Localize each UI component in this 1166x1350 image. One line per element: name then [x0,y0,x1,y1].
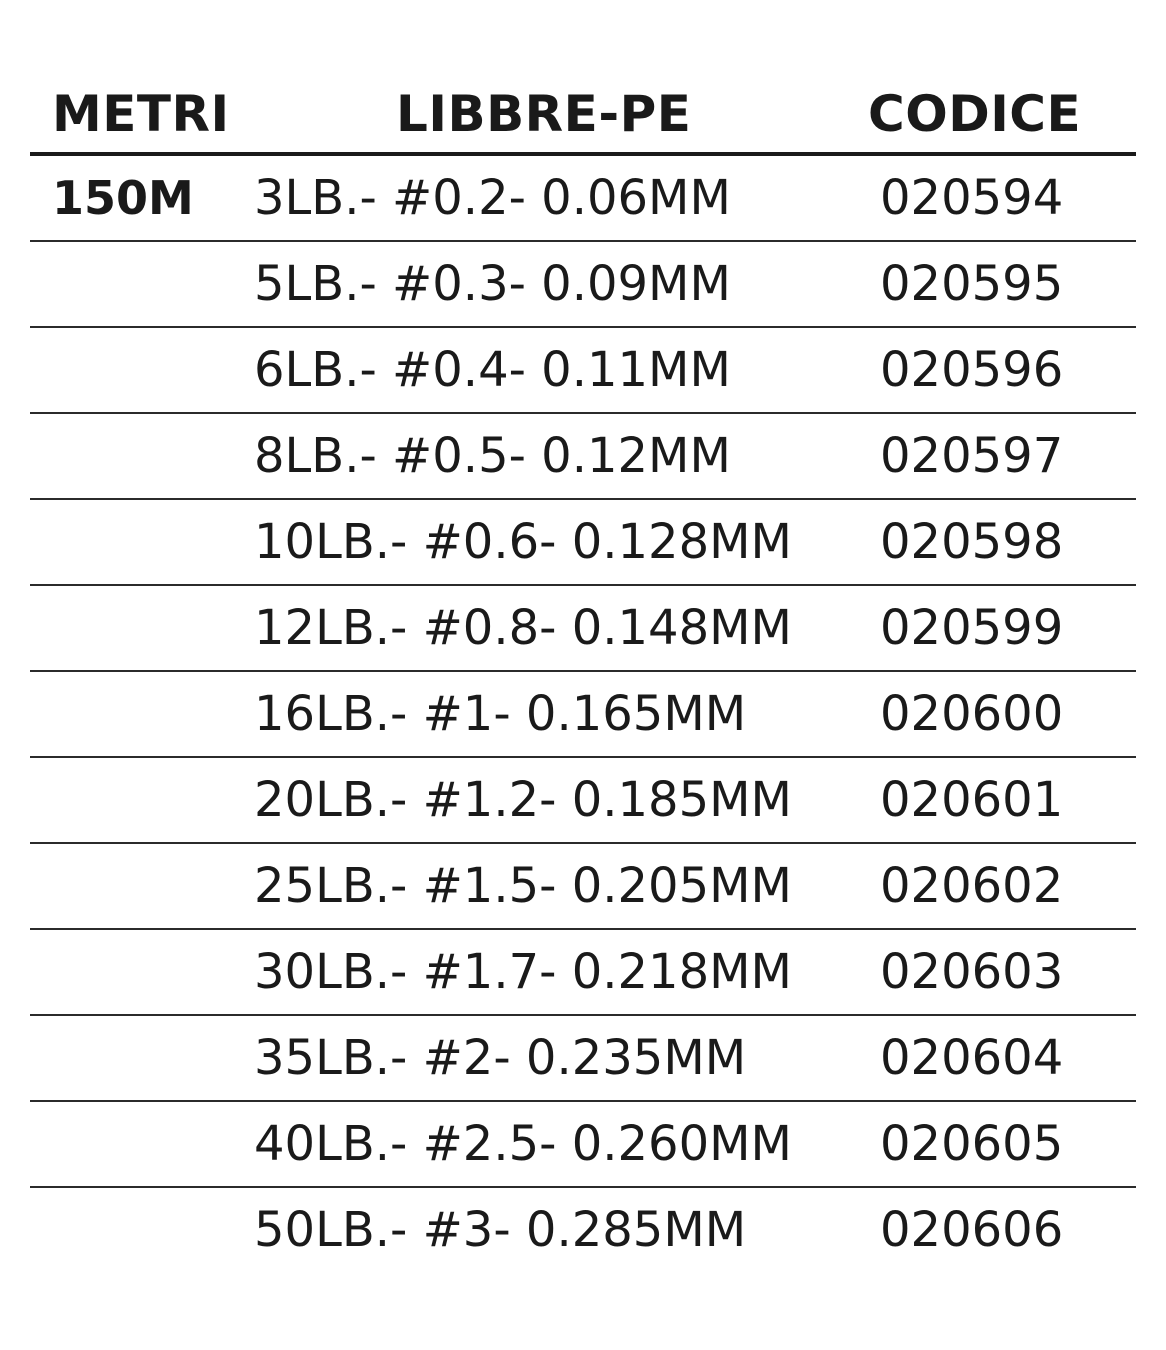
cell-spec: 5LB.- #0.3- 0.09MM [254,256,731,312]
cell-spec: 6LB.- #0.4- 0.11MM [254,342,731,398]
cell-spec: 35LB.- #2- 0.235MM [254,1030,747,1086]
cell-metri: 150M [52,171,194,225]
cell-spec: 50LB.- #3- 0.285MM [254,1202,747,1258]
header-metri: METRI [52,85,230,143]
cell-code: 020601 [880,772,1064,828]
table-row [30,328,1136,414]
cell-code: 020598 [880,514,1064,570]
cell-spec: 40LB.- #2.5- 0.260MM [254,1116,792,1172]
table-row [30,500,1136,586]
table-row [30,672,1136,758]
cell-spec: 30LB.- #1.7- 0.218MM [254,944,792,1000]
cell-code: 020604 [880,1030,1064,1086]
cell-spec: 8LB.- #0.5- 0.12MM [254,428,731,484]
cell-spec: 10LB.- #0.6- 0.128MM [254,514,792,570]
table-row [30,1016,1136,1102]
cell-spec: 20LB.- #1.2- 0.185MM [254,772,792,828]
cell-code: 020605 [880,1116,1064,1172]
product-table [30,72,1136,1274]
table-row [30,242,1136,328]
cell-spec: 25LB.- #1.5- 0.205MM [254,858,792,914]
table-row [30,1188,1136,1274]
table-row [30,414,1136,500]
cell-code: 020595 [880,256,1064,312]
table-row [30,156,1136,242]
table-row [30,586,1136,672]
cell-code: 020594 [880,170,1064,226]
header-codice: CODICE [868,85,1082,143]
table-row [30,1102,1136,1188]
cell-spec: 12LB.- #0.8- 0.148MM [254,600,792,656]
cell-code: 020599 [880,600,1064,656]
table-row [30,930,1136,1016]
header-libbre-pe: LIBBRE-PE [396,85,692,143]
cell-code: 020602 [880,858,1064,914]
cell-code: 020600 [880,686,1064,742]
cell-code: 020606 [880,1202,1064,1258]
cell-spec: 3LB.- #0.2- 0.06MM [254,170,731,226]
cell-code: 020603 [880,944,1064,1000]
cell-code: 020596 [880,342,1064,398]
table-row [30,758,1136,844]
table-row [30,844,1136,930]
cell-code: 020597 [880,428,1064,484]
table-header [30,72,1136,156]
cell-spec: 16LB.- #1- 0.165MM [254,686,747,742]
